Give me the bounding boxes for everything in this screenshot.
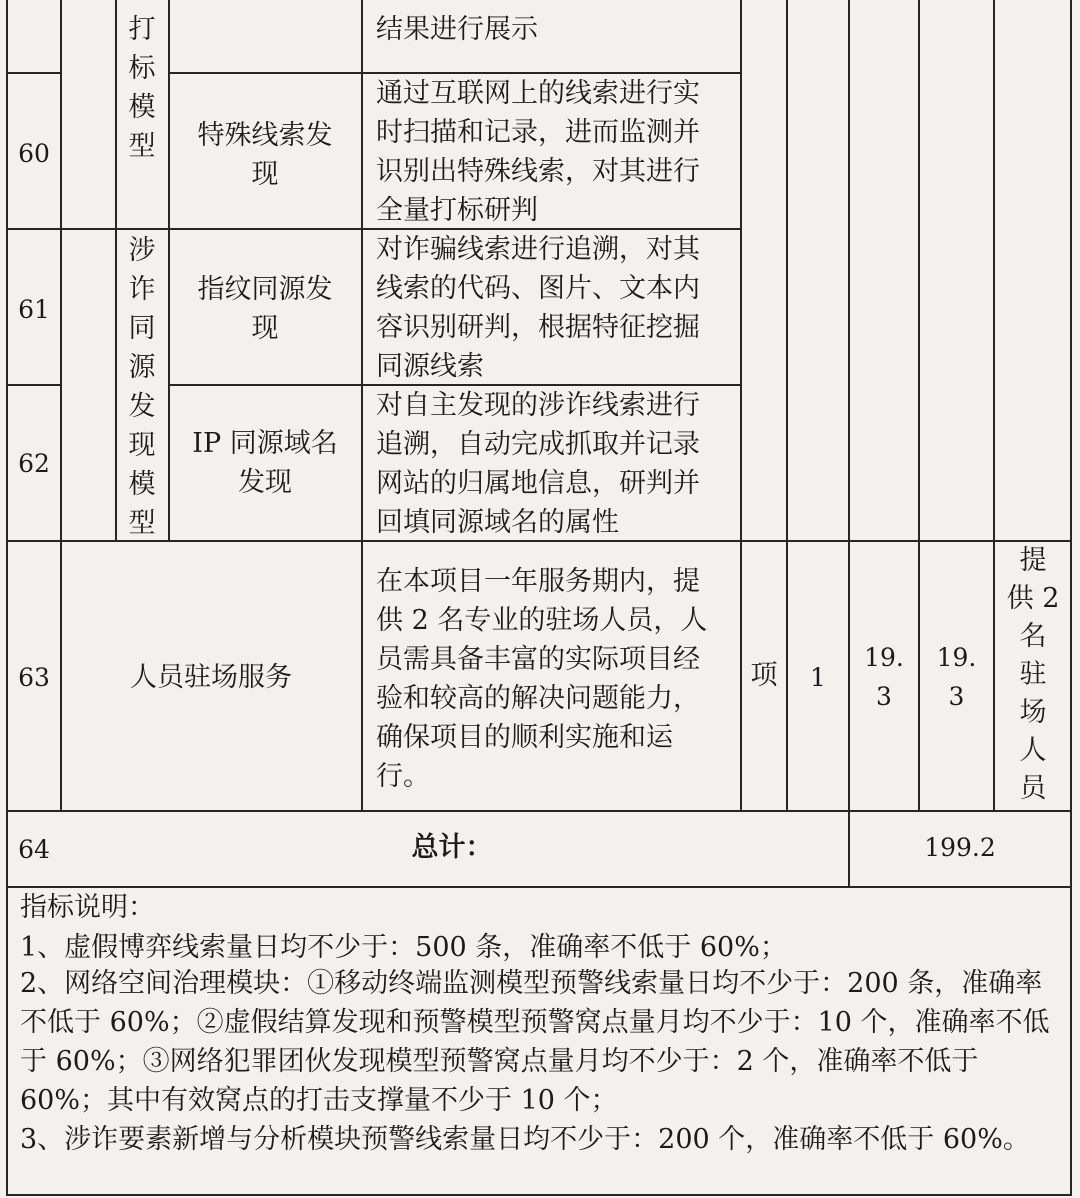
row-number: 63 (18, 663, 50, 692)
row-remark: 提 供 2 名 驻 场 人 员 (1006, 545, 1060, 804)
row-category: 人员驻场服务 (130, 662, 292, 693)
row-line (6, 72, 61, 74)
notes-line-2: 2、网络空间治理模块：①移动终端监测模型预警线索量日均不少于：200 条，准确率不低于 60%；②虚假结算发现和预警模型预警窝点量月均不少于：10 个，准确率不低于 60%；③网络犯罪团伙发现模型预警窝点量月均不少于：2 个，准确率不低于 60%；其中有效窝点的打击支撑量不少于 10 个； (20, 968, 1050, 1116)
row-number: 60 (18, 139, 50, 168)
row-sub-item: 特殊线索发 现 (197, 120, 333, 190)
col-line (115, 0, 117, 540)
row-total-price: 19. 3 (936, 643, 977, 711)
table-border-left (6, 0, 8, 1196)
table-border-right (1070, 0, 1072, 1196)
category-label-fraud-source-model: 涉 诈 同 源 发 现 模 型 (128, 235, 156, 539)
row-number: 62 (18, 449, 50, 478)
notes-line-3: 3、涉诈要素新增与分析模块预警线索量日均不少于：200 个，准确率不低于 60%。 (20, 1124, 1030, 1155)
row-unit-price: 19. 3 (864, 643, 904, 711)
row-line (6, 886, 1072, 888)
notes-title: 指标说明： (20, 892, 155, 923)
row-line (6, 384, 61, 386)
row-desc: 通过互联网上的线索进行实 时扫描和记录，进而监测并 识别出特殊线索，对其进行 全量打标研判 (376, 78, 700, 226)
row-desc: 对诈骗线索进行追溯，对其 线索的代码、图片、文本内 容识别研判，根据特征挖掘 同源线索 (376, 234, 700, 382)
col-line (361, 0, 363, 540)
row-desc: 在本项目一年服务期内，提 供 2 名专业的驻场人员，人 员需具备丰富的实际项目经 验和较高的解决问题能力， 确保项目的顺利实施和运 行。 (376, 566, 708, 792)
total-row-number: 64 (18, 835, 50, 864)
col-line (848, 0, 850, 886)
total-value: 199.2 (924, 833, 996, 862)
row-line (6, 810, 1072, 812)
row-desc: 对自主发现的涉诈线索进行 追溯，自动完成抓取并记录 网站的归属地信息，研判并 回填同源域名的属性 (376, 390, 700, 538)
row-sub-item: 指纹同源发 现 (197, 274, 333, 344)
row-desc: 结果进行展示 (376, 14, 538, 45)
row-quantity: 1 (810, 663, 826, 692)
col-line (361, 540, 363, 810)
row-number: 61 (18, 295, 50, 324)
row-sub-item: IP 同源域名 发现 (192, 428, 338, 498)
row-unit: 项 (750, 660, 778, 691)
col-line (993, 0, 995, 810)
notes-line-1: 1、虚假博弈线索量日均不少于：500 条，准确率不低于 60%； (20, 932, 787, 963)
category-label-tagging-model: 打 标 模 型 (128, 14, 156, 162)
total-label: 总计： (411, 832, 493, 863)
row-line (6, 1194, 1072, 1196)
